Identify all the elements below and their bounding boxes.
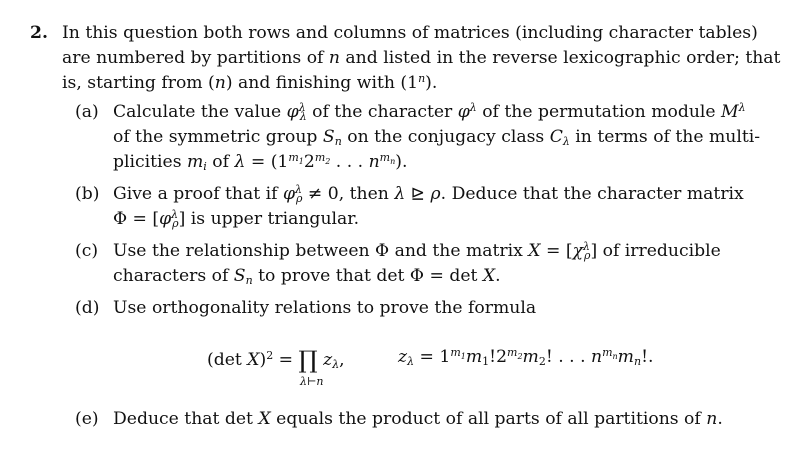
part-d-line-1: Use orthogonality relations to prove the formula bbox=[113, 298, 537, 318]
part-a-line-1: Calculate the value $\varphi^\lambda_\lambda$ of the character $\varphi^\lambda$ of the permutation module $M^\lambda$ bbox=[113, 101, 746, 123]
intro-line-2: are numbered by partitions of n and listed in the reverse lexicographic order; that bbox=[62, 48, 781, 68]
formula-left: (det X)$^2$ = ∏ $z_\lambda$, bbox=[207, 346, 345, 374]
product-index: λ⊢n bbox=[300, 375, 324, 388]
intro-line-3: is, starting from (n) and finishing with (1$^n$). bbox=[62, 72, 438, 93]
part-b-label: (b) bbox=[75, 184, 100, 204]
part-c-line-2: characters of $S_n$ to prove that det Φ = det X. bbox=[113, 266, 501, 287]
part-a-line-3: plicities $m_i$ of $\lambda = (1^{m_1}2^{m_2}$ . . . $n^{m_n}$). bbox=[113, 151, 408, 173]
part-d-label: (d) bbox=[75, 298, 100, 318]
part-e-line-1: Deduce that det X equals the product of all parts of all partitions of n. bbox=[113, 409, 723, 429]
formula-right: $z_\lambda = 1^{m_1}m_1!2^{m_2}m_2$! . . . $n^{m_n}m_n$!. bbox=[398, 346, 654, 368]
part-c-line-1: Use the relationship between Φ and the matrix $X = [\chi^\lambda_\rho]$ of irreducible bbox=[113, 240, 721, 262]
part-a-label: (a) bbox=[75, 102, 99, 122]
part-a-line-2: of the symmetric group $S_n$ on the conjugacy class $C_\lambda$ in terms of the multi- bbox=[113, 127, 761, 148]
question-number: 2. bbox=[30, 23, 48, 43]
part-b-line-1: Give a proof that if $\varphi^\lambda_\rho \ne 0$, then λ ⊵ ρ. Deduce that the character matrix bbox=[113, 183, 744, 205]
product-symbol: ∏ bbox=[298, 346, 318, 374]
part-c-label: (c) bbox=[75, 241, 99, 261]
intro-line-1: In this question both rows and columns of matrices (including character tables) bbox=[62, 23, 758, 43]
part-e-label: (e) bbox=[75, 409, 99, 429]
part-b-line-2: $\Phi = [\varphi^\lambda_\rho]$ is upper triangular. bbox=[113, 208, 360, 230]
